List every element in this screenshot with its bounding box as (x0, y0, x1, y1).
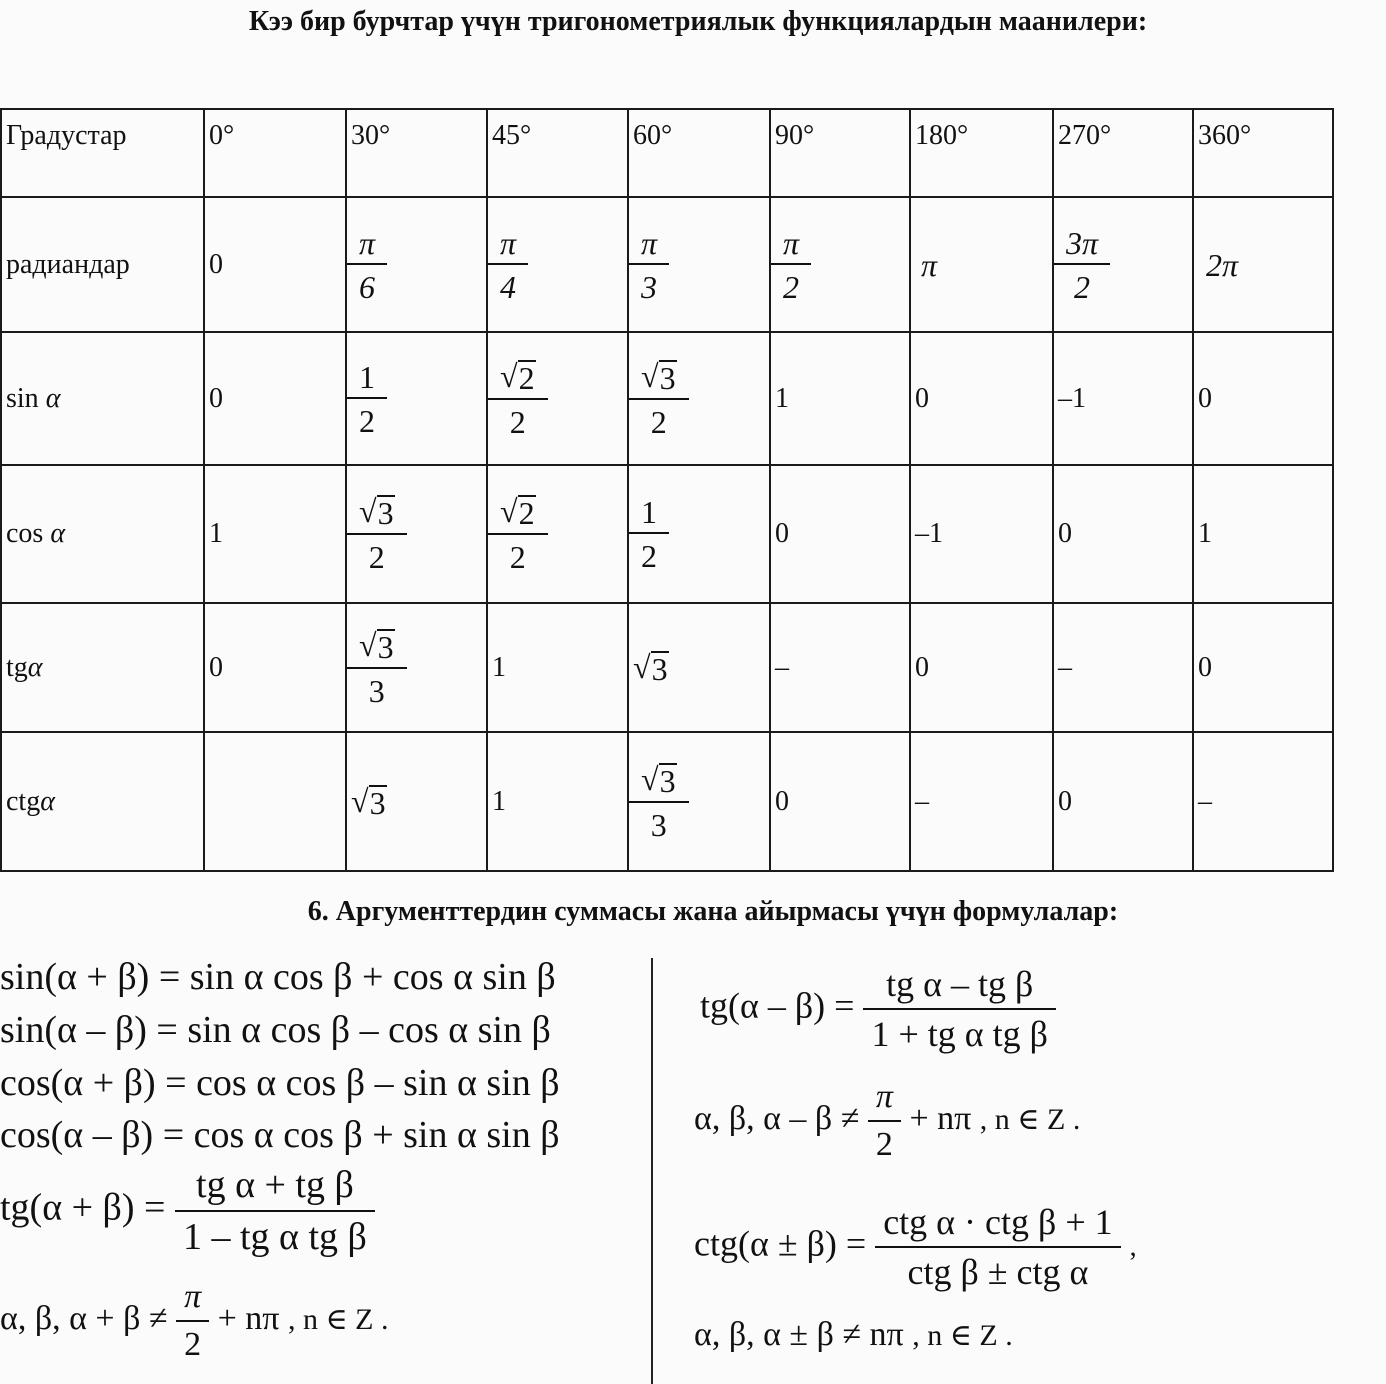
formula-sin-diff: sin(α – β) = sin α cos β – cos α sin β (0, 1009, 551, 1051)
cell-tg-30: √ 3 3 (346, 603, 487, 732)
table-row-tg (1, 603, 1333, 732)
cell-deg-90: 90° (770, 109, 910, 197)
table-row-degrees (1, 109, 1333, 197)
cell-tg-270: – (1053, 603, 1193, 732)
formula-tg-diff: tg(α – β) = $\frac{\text{tg α – tg β}}{\text{1 + tg α tg β}}$ (700, 966, 1056, 1052)
cell-deg-60: 60° (628, 109, 770, 197)
cell-ctg-360: – (1193, 732, 1333, 871)
cell-sin-270: –1 (1053, 332, 1193, 465)
row-label-degrees: Градустар (1, 109, 204, 197)
cell-rad-pi4: $\frac{\pi}{4}$ (487, 197, 628, 332)
cell-cos-45: √ 2 2 (487, 465, 628, 603)
formulas-title: 6. Аргументтердин суммасы жана айырмасы үчүн формулалар: (307, 896, 1119, 927)
row-label-cos: cos α (1, 465, 204, 603)
cell-sin-90: 1 (770, 332, 910, 465)
cell-cos-0: 1 (204, 465, 346, 603)
cell-tg-180: 0 (910, 603, 1053, 732)
table-title: Кээ бир бурчтар үчүн тригонометриялык функциялардын маанилери: (248, 6, 1148, 37)
column-divider (651, 958, 653, 1384)
cell-deg-270: 270° (1053, 109, 1193, 197)
condition-ctg: α, β, α ± β ≠ nπ , n ∈ Z . (694, 1316, 1013, 1353)
cell-deg-30: 30° (346, 109, 487, 197)
cell-cos-90: 0 (770, 465, 910, 603)
cell-cos-180: –1 (910, 465, 1053, 603)
cell-ctg-0 (204, 732, 346, 871)
cell-ctg-270: 0 (1053, 732, 1193, 871)
cell-ctg-45: 1 (487, 732, 628, 871)
cell-cos-30: √ 3 2 (346, 465, 487, 603)
table-row-sin (1, 332, 1333, 465)
cell-tg-90: – (770, 603, 910, 732)
row-label-ctg: ctgα (1, 732, 204, 871)
cell-sin-60: √ 3 2 (628, 332, 770, 465)
cell-tg-360: 0 (1193, 603, 1333, 732)
cell-sin-0: 0 (204, 332, 346, 465)
condition-tg-diff: α, β, α – β ≠ $\frac{\pi}{2}$ + nπ , n ∈ Z . (694, 1078, 1081, 1163)
cell-cos-60: $\frac{1}{2}$ (628, 465, 770, 603)
cell-sin-360: 0 (1193, 332, 1333, 465)
table-row-cos (1, 465, 1333, 603)
cell-tg-0: 0 (204, 603, 346, 732)
condition-tg-sum: α, β, α + β ≠ $\frac{\pi}{2}$ + nπ , n ∈ Z . (0, 1278, 389, 1363)
formula-tg-sum: tg(α + β) = $\frac{\text{tg α + tg β}}{\text{1 – tg α tg β}}$ (0, 1166, 375, 1256)
row-label-tg: tgα (1, 603, 204, 732)
row-label-sin: sin α (1, 332, 204, 465)
cell-sin-45: √ 2 2 (487, 332, 628, 465)
cell-rad-2pi: 2π (1193, 197, 1333, 332)
cell-tg-45: 1 (487, 603, 628, 732)
cell-ctg-60: √ 3 3 (628, 732, 770, 871)
cell-rad-pi6: $\frac{\pi}{6}$ (346, 197, 487, 332)
cell-ctg-180: – (910, 732, 1053, 871)
row-label-radians: радиандар (1, 197, 204, 332)
table-row-radians (1, 197, 1333, 332)
formula-ctg-sum-diff: ctg(α ± β) = $\frac{\text{ctg α · ctg β + 1}}{\text{ctg β ± ctg α}}$ , (694, 1202, 1137, 1292)
cell-sin-30: $\frac{1}{2}$ (346, 332, 487, 465)
cell-deg-360: 360° (1193, 109, 1333, 197)
formula-cos-diff: cos(α – β) = cos α cos β + sin α sin β (0, 1114, 560, 1156)
cell-ctg-30: √ 3 (346, 732, 487, 871)
cell-rad-3pi2: $\frac{3\pi}{2}$ (1053, 197, 1193, 332)
cell-deg-0: 0° (204, 109, 346, 197)
trig-values-table (0, 108, 1334, 872)
formula-sin-sum: sin(α + β) = sin α cos β + cos α sin β (0, 956, 556, 998)
cell-rad-pi: π (910, 197, 1053, 332)
formula-cos-sum: cos(α + β) = cos α cos β – sin α sin β (0, 1062, 560, 1104)
table-row-ctg (1, 732, 1333, 871)
cell-rad-pi3: $\frac{\pi}{3}$ (628, 197, 770, 332)
cell-sin-180: 0 (910, 332, 1053, 465)
cell-ctg-90: 0 (770, 732, 910, 871)
cell-cos-270: 0 (1053, 465, 1193, 603)
cell-rad-pi2: $\frac{\pi}{2}$ (770, 197, 910, 332)
cell-deg-45: 45° (487, 109, 628, 197)
cell-cos-360: 1 (1193, 465, 1333, 603)
cell-tg-60: √ 3 (628, 603, 770, 732)
cell-deg-180: 180° (910, 109, 1053, 197)
cell-rad-0: 0 (204, 197, 346, 332)
